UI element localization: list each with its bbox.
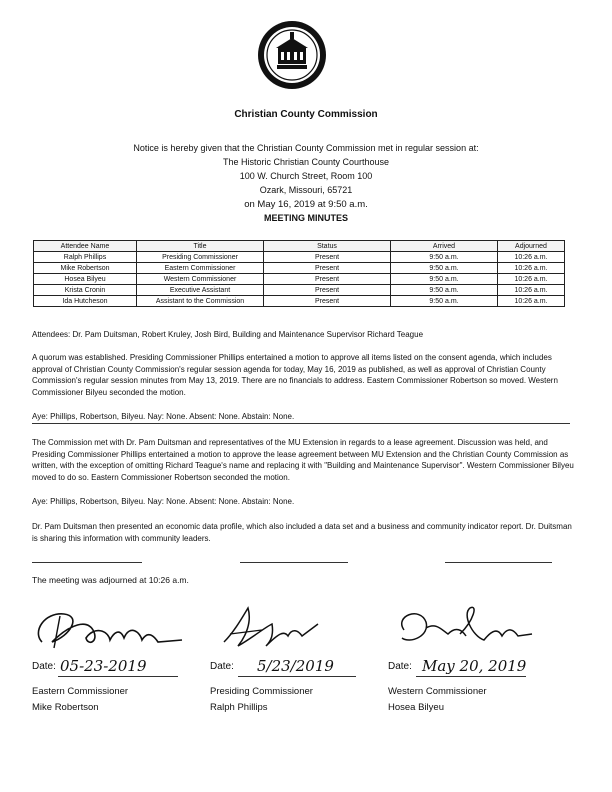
- phillips-signature: [218, 604, 328, 656]
- attendee-status: Present: [264, 285, 391, 296]
- signatory-name: Mike Robertson: [32, 702, 99, 713]
- date-line-center: [238, 676, 356, 677]
- column-header-status: Status: [264, 241, 391, 252]
- signatory-title: Western Commissioner: [388, 686, 487, 697]
- economic-data-paragraph: Dr. Pam Duitsman then presented an economic data profile, which also included a data set and a business and community indicator report. Dr. Duitsman is sharing this information with community leaders.: [32, 522, 572, 543]
- attendee-adjourned: 10:26 a.m.: [498, 296, 565, 307]
- meeting-date-time: on May 16, 2019 at 9:50 a.m.: [244, 199, 368, 210]
- table-row: [34, 274, 565, 285]
- robertson-signature: [30, 602, 190, 654]
- attendance-table: [33, 240, 565, 307]
- table-row: [34, 263, 565, 274]
- attendee-title: Presiding Commissioner: [137, 252, 264, 263]
- vote-record-consent: Aye: Phillips, Robertson, Bilyeu. Nay: None. Absent: None. Abstain: None.: [32, 412, 295, 421]
- date-value-center: 5/23/2019: [257, 657, 334, 675]
- consent-agenda-paragraph: A quorum was established. Presiding Commissioner Phillips entertained a motion to approve all items listed on the consent agenda, which includes approval of Christian County Commission's regular session agenda for today, May 16, 2019 as published, as well as approval of Christian County Commission's regular session minutes from May 13, 2019. There are no financials to address. Eastern Commissioner Robertson so moved. Western Commissioner Bilyeu seconded the motion.: [32, 353, 558, 397]
- column-header-arrived: Arrived: [391, 241, 498, 252]
- attendee-status: Present: [264, 296, 391, 307]
- date-value-left: 05-23-2019: [60, 657, 147, 675]
- signatory-title: Presiding Commissioner: [210, 686, 313, 697]
- date-line-left: [58, 676, 178, 677]
- attendee-adjourned: 10:26 a.m.: [498, 252, 565, 263]
- attendee-arrived: 9:50 a.m.: [391, 296, 498, 307]
- attendee-title: Executive Assistant: [137, 285, 264, 296]
- attendee-adjourned: 10:26 a.m.: [498, 274, 565, 285]
- street-address: 100 W. Church Street, Room 100: [239, 171, 373, 181]
- table-row: [34, 252, 565, 263]
- attendee-name: Hosea Bilyeu: [34, 274, 137, 285]
- signatory-left: [32, 684, 128, 716]
- signatory-name: Hosea Bilyeu: [388, 702, 444, 713]
- attendee-arrived: 9:50 a.m.: [391, 263, 498, 274]
- attendee-arrived: 9:50 a.m.: [391, 274, 498, 285]
- signatory-title: Eastern Commissioner: [32, 686, 129, 697]
- mu-extension-paragraph: The Commission met with Dr. Pam Duitsman and representatives of the MU Extension in regards to a lease agreement. Discussion was held, and Presiding Commissioner Phillips entertained a motion to approve the lease agreement between MU Extension and the Christian County Commission as written, with the exception of omitting Richard Teague's name and replacing it with "Building and Maintenance Supervisor". Western Commissioner Bilyeu moved to do so. Eastern Commissioner Robertson seconded the motion.: [32, 438, 574, 482]
- date-label-right: Date:: [388, 661, 412, 672]
- attendee-arrived: 9:50 a.m.: [391, 285, 498, 296]
- attendees-line: Attendees: Dr. Pam Duitsman, Robert Kruley, Josh Bird, Building and Maintenance Supervisor Richard Teague: [32, 330, 424, 339]
- vote-record-lease: Aye: Phillips, Robertson, Bilyeu. Nay: None. Absent: None. Abstain: None.: [32, 497, 295, 506]
- attendee-title: Assistant to the Commission: [137, 296, 264, 307]
- adjournment-statement: The meeting was adjourned at 10:26 a.m.: [32, 575, 189, 585]
- attendee-status: Present: [264, 274, 391, 285]
- signatory-right: [388, 684, 487, 716]
- city-state-zip: Ozark, Missouri, 65721: [259, 185, 353, 195]
- column-header-adjourned: Adjourned: [498, 241, 565, 252]
- column-header-title: Title: [137, 241, 264, 252]
- attendee-arrived: 9:50 a.m.: [391, 252, 498, 263]
- courthouse-name: The Historic Christian County Courthouse: [222, 157, 390, 167]
- bilyeu-signature: [390, 600, 540, 652]
- attendee-name: Ralph Phillips: [34, 252, 137, 263]
- column-header-attendee-name: Attendee Name: [34, 241, 137, 252]
- attendee-adjourned: 10:26 a.m.: [498, 263, 565, 274]
- attendance-header-row: [34, 241, 565, 252]
- meeting-minutes-heading: MEETING MINUTES: [263, 213, 348, 223]
- attendee-status: Present: [264, 252, 391, 263]
- attendee-name: Mike Robertson: [34, 263, 137, 274]
- date-value-right: May 20, 2019: [422, 657, 527, 675]
- commission-title: Christian County Commission: [234, 109, 378, 120]
- signature-line-left: [32, 562, 142, 563]
- table-row: [34, 296, 565, 307]
- county-seal-logo: [257, 20, 327, 90]
- date-label-left: Date:: [32, 661, 56, 672]
- signatory-center: [210, 684, 313, 716]
- attendee-name: Ida Hutcheson: [34, 296, 137, 307]
- attendee-status: Present: [264, 263, 391, 274]
- section-divider: [32, 423, 570, 424]
- attendee-title: Eastern Commissioner: [137, 263, 264, 274]
- attendee-adjourned: 10:26 a.m.: [498, 285, 565, 296]
- signature-line-right: [445, 562, 552, 563]
- attendee-name: Krista Cronin: [34, 285, 137, 296]
- attendee-title: Western Commissioner: [137, 274, 264, 285]
- notice-intro: Notice is hereby given that the Christian County Commission met in regular session at:: [133, 143, 479, 153]
- date-line-right: [416, 676, 526, 677]
- table-row: [34, 285, 565, 296]
- signature-line-center: [240, 562, 348, 563]
- date-label-center: Date:: [210, 661, 234, 672]
- signatory-name: Ralph Phillips: [210, 702, 268, 713]
